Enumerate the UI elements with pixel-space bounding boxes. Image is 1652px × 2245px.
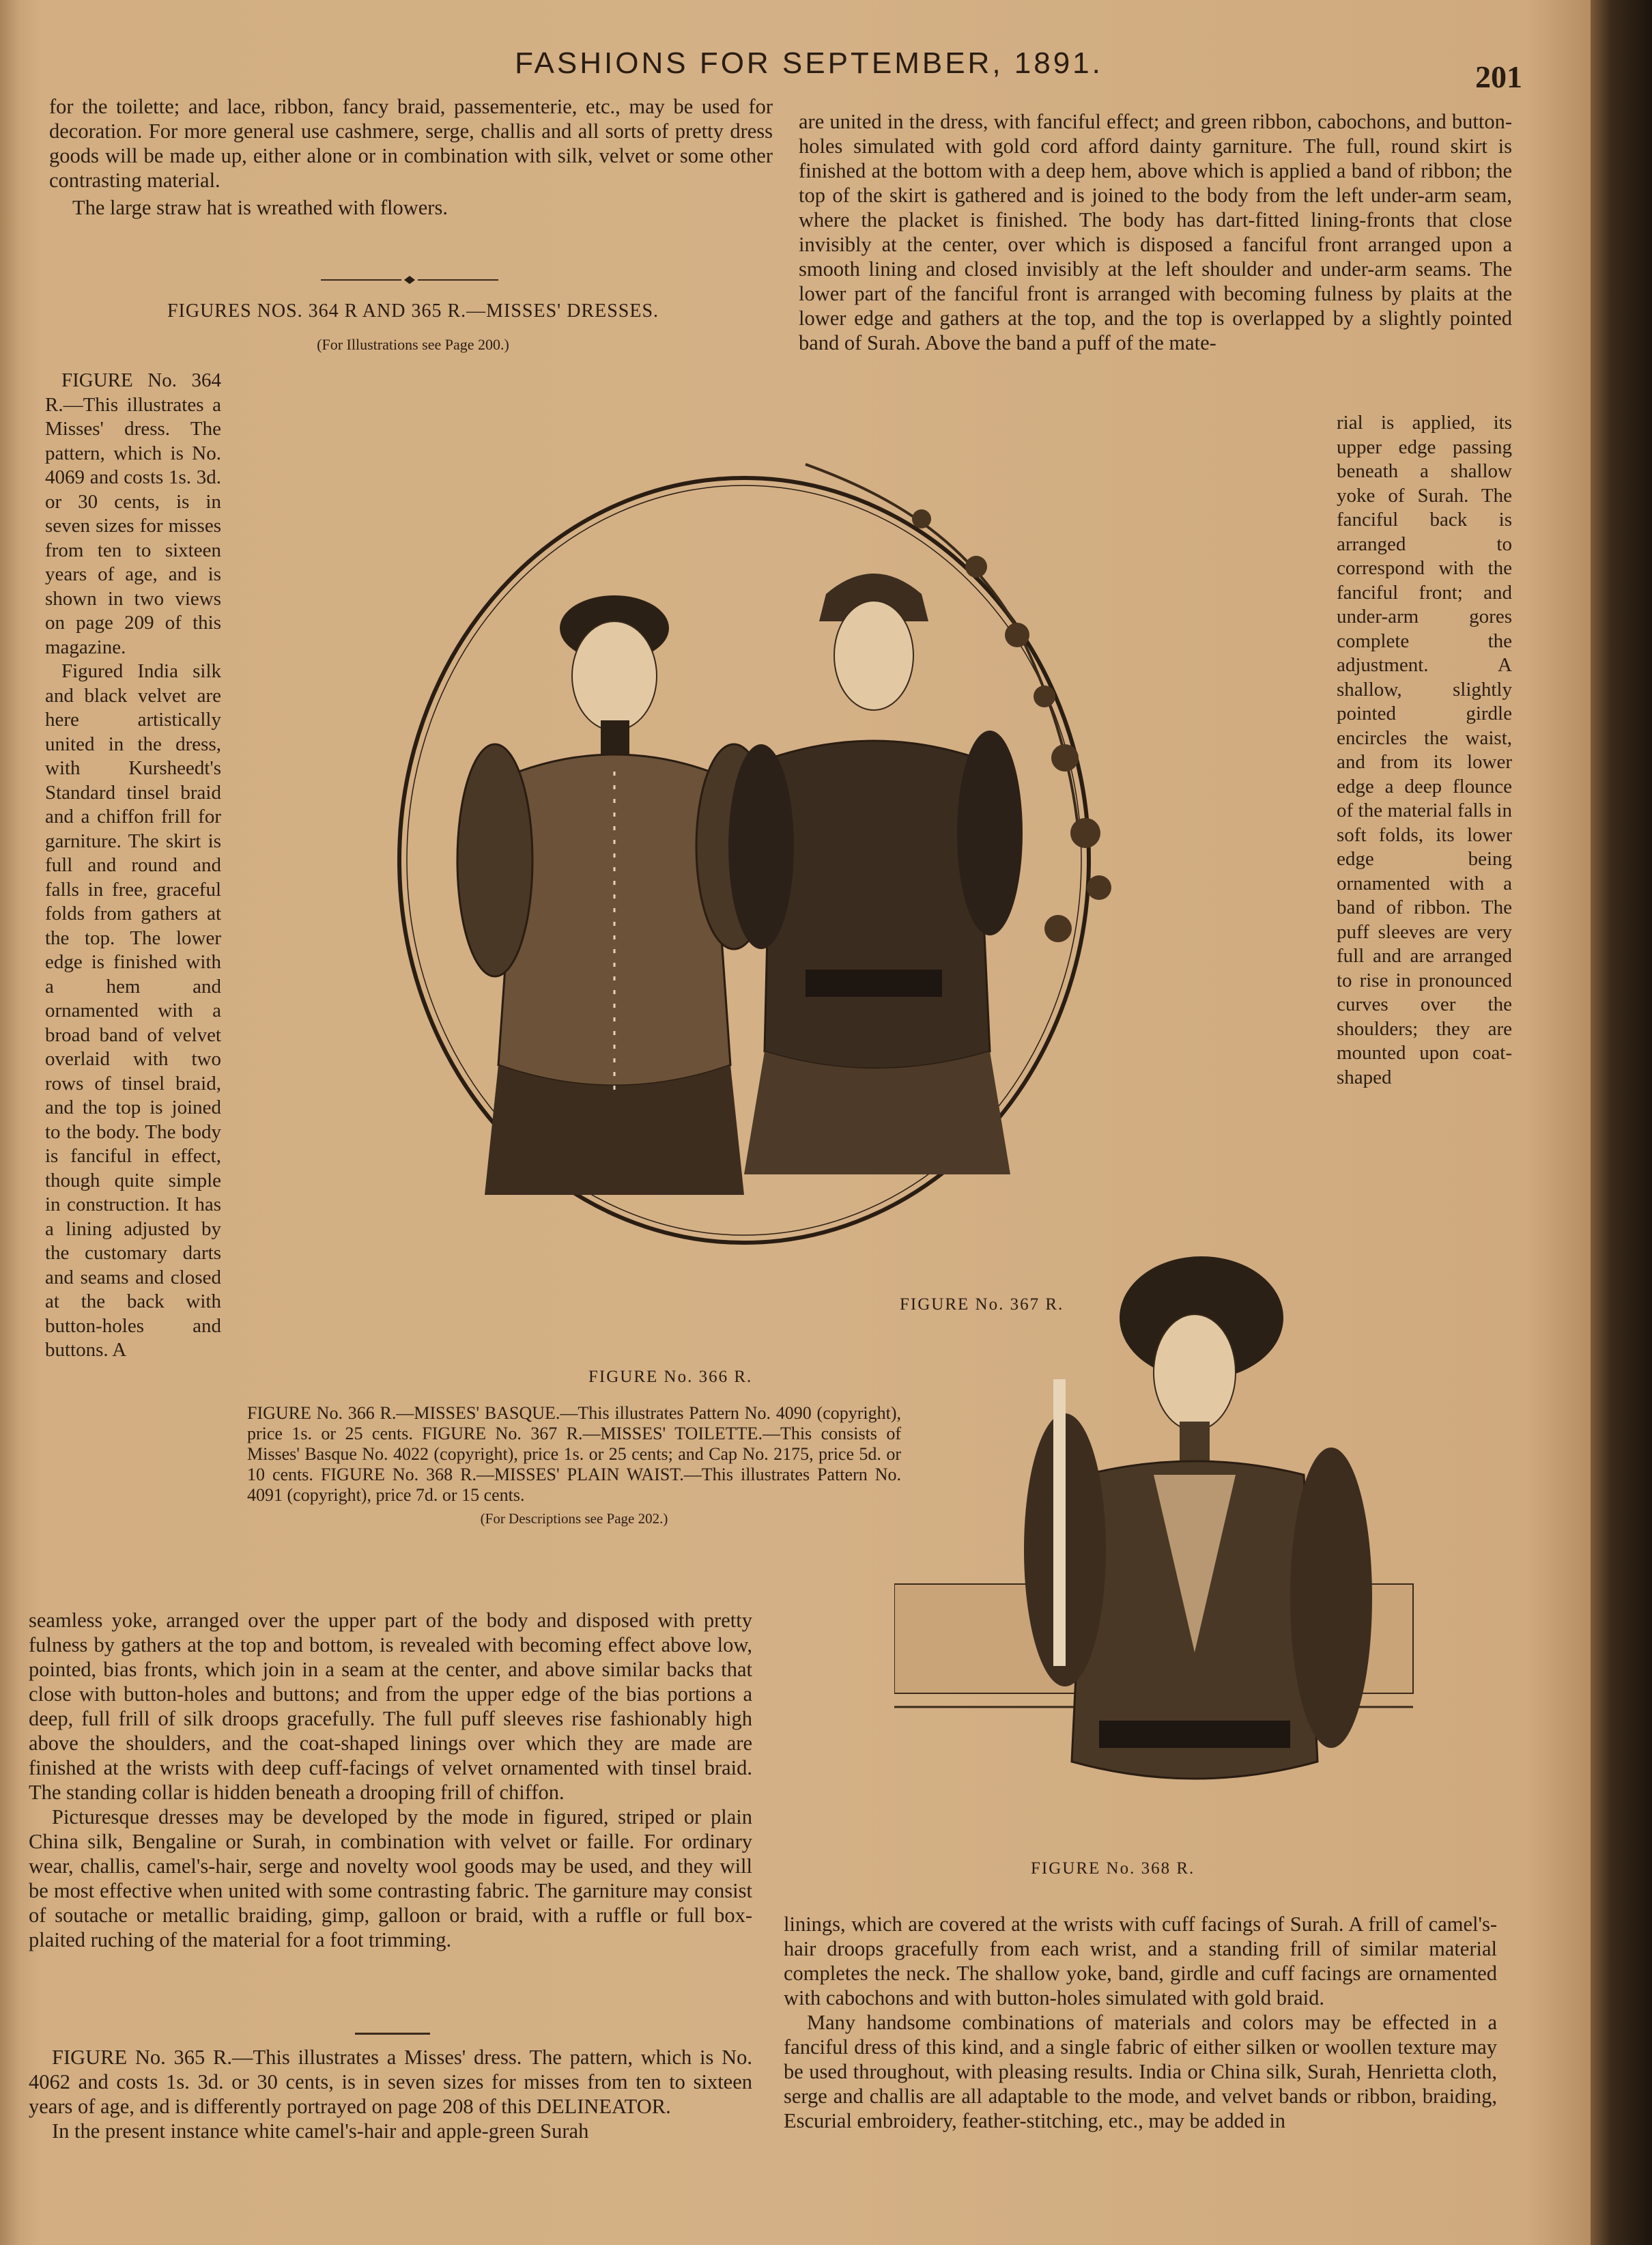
book-gutter: [1591, 0, 1652, 2245]
short-rule: [355, 2033, 430, 2035]
figure-367-drawing: [728, 574, 1023, 1174]
paragraph: FIGURE No. 364 R.—This illustrates a Misses' dress. The pattern, which is No. 4069 and costs 1s. 3d. or 30 cents, is in seven sizes for misses from ten to sixteen years of age, and is shown in two views on page 209 of this magazine.: [45, 369, 221, 658]
right-bottom-text: [784, 1912, 1497, 2133]
figure-366-drawing: [457, 595, 771, 1195]
paragraph: linings, which are covered at the wrists with cuff facings of Surah. A frill of camel's-hair droops gracefully from each wrist, and a standing frill of similar material completes the neck. The shallow yoke, band, girdle and cuff facings are ornamented with cabochons and with button-holes simulated with gold braid.: [784, 1912, 1497, 2009]
fig364-narrow-text: [45, 369, 221, 1363]
paragraph: In the present instance white camel's-hair and apple-green Surah: [52, 2119, 589, 2143]
right-top-text: [799, 109, 1512, 355]
caption-fig-366: FIGURE No. 366 R.: [588, 1368, 753, 1386]
fashion-illustration-oval: [362, 451, 1249, 1352]
caption-fig-368: FIGURE No. 368 R.: [1031, 1859, 1195, 1878]
right-narrow-text: [1337, 411, 1512, 1090]
figure-descriptions: [247, 1403, 901, 1529]
section-heading: FIGURES NOS. 364 R AND 365 R.—MISSES' DRESSES.: [167, 300, 659, 322]
section-subheading: (For Illustrations see Page 200.): [317, 336, 509, 353]
paragraph: Picturesque dresses may be developed by the mode in figured, striped or plain China silk, Bengaline or Surah, in combination with velvet or faille. For ordinary wear, challis, camel's-hair, serge and novelty wool goods may be used, and they will be most effective when united with some contrasting fabric. The garniture may consist of soutache or metallic braiding, gimp, galloon or braid, with a ruffle or full box-plaited ruching of the material for a foot trimming.: [29, 1805, 752, 1951]
fig365-text: [29, 2045, 752, 2143]
paragraph: for the toilette; and lace, ribbon, fancy braid, passementerie, etc., may be used for decoration. For more general use cashmere, serge, challis and all sorts of pretty dress goods will be made up, either alone or in combination with silk, velvet or some other contrasting material.: [49, 95, 773, 192]
figure-descriptions-note: (For Descriptions see Page 202.): [480, 1510, 668, 1527]
paragraph: Figured India silk and black velvet are here artistically united in the dress, with Kursheedt's Standard tinsel braid and a chiffon frill for garniture. The skirt is full and round and falls in free, graceful folds from gathers at the top. The lower edge is finished with a hem and ornamented with a broad band of velvet overlaid with two rows of tinsel braid, and the top is joined to the body. The body is fanciful in effect, though quite simple in construction. It has a lining adjusted by the customary darts and seams and closed at the back with button-holes and buttons. A: [45, 660, 221, 1361]
running-head: FASHIONS FOR SEPTEMBER, 1891.: [515, 46, 1103, 80]
paragraph: The large straw hat is wreathed with flowers.: [72, 196, 448, 219]
paragraph: FIGURE No. 365 R.—This illustrates a Misses' dress. The pattern, which is No. 4062 and costs 1s. 3d. or 30 cents, is in seven sizes for misses from ten to sixteen years of age, and is differently portrayed on page 208 of this DELINEATOR.: [29, 2046, 752, 2118]
fashion-illustration-368: [894, 1243, 1509, 1850]
paragraph: seamless yoke, arranged over the upper part of the body and disposed with pretty fulness by gathers at the top and bottom, is revealed with becoming effect above low, pointed, bias fronts, which join in a seam at the center, and above similar backs that close with button-holes and buttons; and from the upper edge of the bias portions a deep, full frill of silk droops gracefully. The full puff sleeves rise fashionably high above the shoulders, and the coat-shaped linings over which they are made are finished at the wrists with deep cuff-facings of velvet ornamented with tinsel braid. The standing collar is hidden beneath a drooping frill of chiffon.: [29, 1609, 752, 1804]
page-number: 201: [1475, 59, 1522, 94]
paragraph: are united in the dress, with fanciful effect; and green ribbon, cabochons, and button-holes simulated with gold cord afford dainty garniture. The full, round skirt is finished at the bottom with a deep hem, above which is applied a band of ribbon; the top of the skirt is gathered and is joined to the body from the left under-arm seam, where the placket is finished. The body has dart-fitted lining-fronts that close invisibly at the center, over which is disposed a fanciful front arranged upon a smooth lining and closed invisibly at the left shoulder and under-arm seams. The lower part of the fanciful front is arranged with becoming fulness by plaits at the lower edge and gathers at the top, and the top is overlapped by a slightly pointed band of Surah. Above the band a puff of the mate-: [799, 110, 1512, 354]
paragraph: rial is applied, its upper edge passing beneath a shallow yoke of Surah. The fanciful back is arranged to correspond with the fanciful front; and under-arm gores complete the adjustment. A shallow, slightly pointed girdle encircles the waist, and from its lower edge a deep flounce of the material falls in soft folds, its lower edge being ornamented with a band of ribbon. The puff sleeves are very full and are arranged to rise in pronounced curves over the shoulders; they are mounted upon coat-shaped: [1337, 412, 1512, 1088]
caption-fig-367: FIGURE No. 367 R.: [900, 1295, 1064, 1314]
ornament-divider: [321, 270, 498, 290]
fig364-wide-text: [29, 1608, 752, 1952]
figure-descriptions-text: FIGURE No. 366 R.—MISSES' BASQUE.—This illustrates Pattern No. 4090 (copyright), price 1s. or 25 cents. FIGURE No. 367 R.—MISSES' TOILETTE.—This consists of Misses' Basque No. 4022 (copyright), price 1s. or 25 cents; and Cap No. 2175, price 5d. or 10 cents. FIGURE No. 368 R.—MISSES' PLAIN WAIST.—This illustrates Pattern No. 4091 (copyright), price 7d. or 15 cents.: [247, 1403, 901, 1505]
left-top-text: [49, 94, 773, 220]
paragraph: Many handsome combinations of materials and colors may be effected in a fanciful dress of this kind, and a single fabric of either silken or woollen texture may be used throughout, with pleasing results. India or China silk, Surah, Henrietta cloth, serge and challis are all adaptable to the mode, and velvet bands or ribbon, braiding, Escurial embroidery, feather-stitching, etc., may be added in: [784, 2011, 1497, 2132]
